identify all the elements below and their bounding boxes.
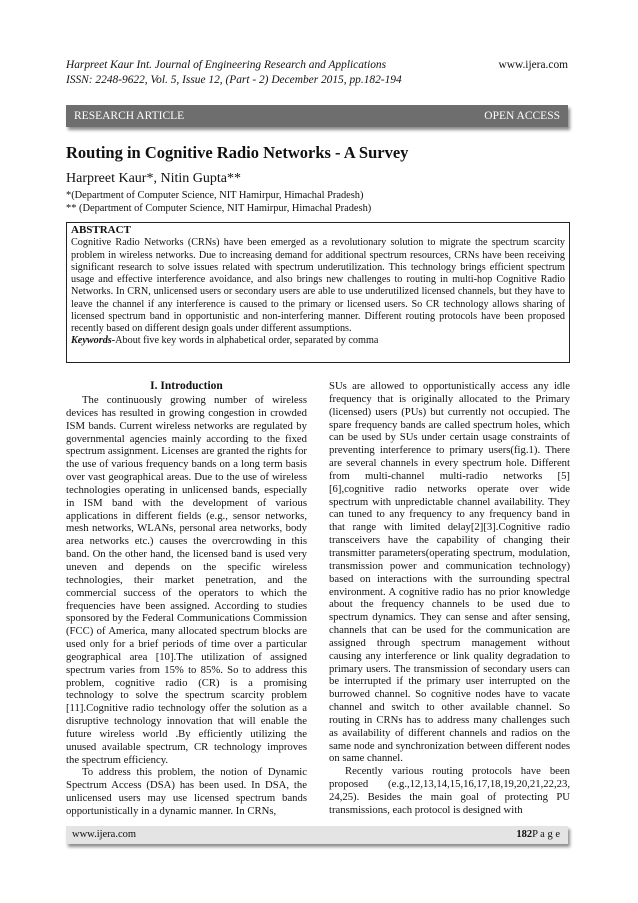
abstract-box — [66, 222, 570, 363]
left-column — [66, 380, 307, 818]
page-number: 182 — [516, 829, 533, 840]
journal-citation: Harpreet Kaur Int. Journal of Engineering Research and Applications — [66, 59, 387, 71]
affiliation-2: ** (Department of Computer Science, NIT Hamirpur, Himachal Pradesh) — [66, 203, 372, 214]
journal-issn: ISSN: 2248-9622, Vol. 5, Issue 12, (Part - 2) December 2015, pp.182-194 — [66, 74, 402, 86]
article-type-banner — [66, 105, 568, 127]
section-heading-introduction: I. Introduction — [150, 380, 223, 392]
research-article-label: RESEARCH ARTICLE — [74, 110, 185, 122]
keywords-line — [71, 335, 565, 347]
page-label: P a g e — [532, 829, 560, 840]
page-footer — [66, 826, 568, 844]
affiliation-1: *(Department of Computer Science, NIT Hamirpur, Himachal Pradesh) — [66, 190, 364, 201]
intro-paragraph-1: The continuously growing number of wireless devices has resulted in growing congestion in crowded ISM bands. Current wireless networks are regulated by governmental agencies mainly according to the fixed spectrum assignment. Licenses are granted the rights for the use of various frequency bands on a long term basis over vast geographical areas. Due to the use of wireless technologies operating in unlicensed bands, especially in ISM band with the development of various applications in different fields (e.g., sensor networks, mesh networks, WLANs, personal area networks, body area networks etc.) causes the overcrowding in this band. On the other hand, the licensed band is used very uneven and depends on the specific wireless technologies, their market penetration, and the commercial success of the operators to which the frequencies have been assigned. According to studies sponsored by the Federal Communications Commission (FCC) of America, many allocated spectrum blocks are used only for a brief periods of time over a particular geographical area [10].The utilization of assigned spectrum varies from 15% to 85%. So to address this problem, cognitive radio (CR) is a promising technology to solve the spectrum scarcity problem [11].Cognitive radio technology offer the solution as a disruptive technology innovation that will enable the future wireless world .By efficiently utilizing the unused available spectrum, CR technology improves the spectrum efficiency. — [66, 394, 307, 766]
journal-header — [66, 58, 568, 88]
keywords-text: About five key words in alphabetical order, separated by comma — [115, 335, 379, 347]
abstract-text: Cognitive Radio Networks (CRNs) have been emerged as a revolutionary solution to migrate the spectrum scarcity problem in wireless networks. Due to increasing demand for additional spectrum resources, CRNs have been receiving significant research to solve issues related with spectrum underutilization. This technology brings efficient spectrum usage and effective interference avoidance, and also brings new challenges to routing in multi-hop Cognitive Radio Networks. In CRN, unlicensed users or secondary users are able to use underutilized licensed channels, but they have to leave the channel if any interference is caused to the primary or licensed users. So CR technology allows sharing of licensed spectrum band in opportunistic and non-interfering manner. Different routing protocols have been proposed recently based on different design goals under different assumptions. — [71, 237, 565, 334]
intro-paragraph-2-continued: SUs are allowed to opportunistically access any idle frequency that is originally allocated to the Primary (licensed) users (PUs) but currently not occupied. The spare frequency bands are called spectrum holes, which can be used by SUs under certain usage constraints of preventing interference to primary users(fig.1). There are several channels in every spectrum hole. Different from multi-channel multi-radio networks [5][6],cognitive radio networks operate over wide spectrum with unpredictable channel availability. They can tuned to any frequency to any frequency band in that range with limited delay[2][3].Cognitive radio transceivers have the capability of changing their transmitter parameters(operating spectrum, modulation, transmission power and communication technology) based on interactions with the surrounding spectral environment. A cognitive radio has no prior knowledge about the frequency channels to be used due to spectrum dynamics. They can sense and after sensing, channels that can be used for the communication are assigned through spectrum management without causing any interference or link quality degradation to primary users. The transmission of secondary users can be interrupted if the primary user interrupted on the burrowed channel. So cognitive nodes have to vacate channel and switch to other available channel. So routing in CRNs has to address many challenges such as availability of different channels and radios on the same node and synchronization between different nodes on same channel. — [329, 380, 570, 765]
open-access-label: OPEN ACCESS — [484, 110, 560, 122]
intro-paragraph-3: Recently various routing protocols have been proposed (e.g.,12,13,14,15,16,17,18,19,20,21,22,23, 24,25). Besides the main goal of protecting PU transmissions, each protocol is designed with — [329, 765, 570, 816]
right-column — [329, 380, 570, 817]
paper-title: Routing in Cognitive Radio Networks - A Survey — [66, 143, 409, 162]
footer-website[interactable]: www.ijera.com — [72, 829, 137, 840]
keywords-label: Keywords- — [71, 335, 116, 347]
paper-authors: Harpreet Kaur*, Nitin Gupta** — [66, 171, 241, 186]
journal-website[interactable]: www.ijera.com — [498, 59, 568, 71]
intro-paragraph-2: To address this problem, the notion of Dynamic Spectrum Access (DSA) has been used. In DSA, the unlicensed users may use licensed spectrum bands opportunistically in a dynamic manner. In CRNs, — [66, 766, 307, 817]
abstract-heading: ABSTRACT — [71, 224, 131, 236]
footer-page — [516, 826, 560, 844]
